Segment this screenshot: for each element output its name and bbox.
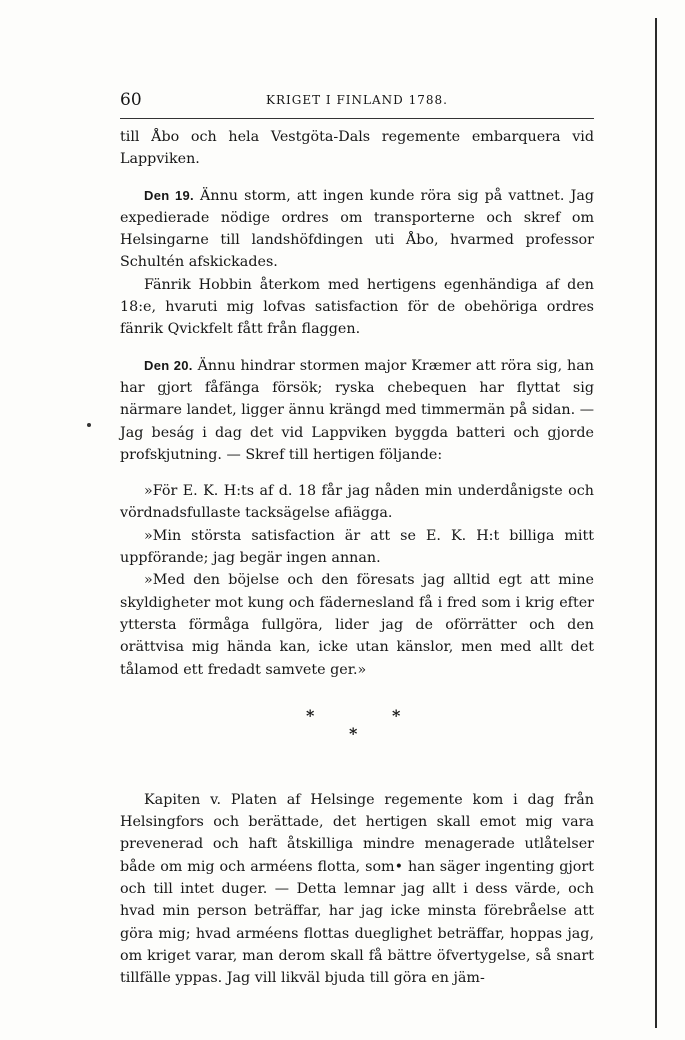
date-label-20: Den 20. [144, 357, 193, 373]
letter-paragraph-2: »Min största satisfaction är att se E. K. H:t billiga mitt uppförande; jag begär ingen annan. [120, 527, 594, 567]
separator-star: * [349, 723, 358, 743]
entry-19-text: Ännu storm, att ingen kunde röra sig på vattnet. Jag expedierade nödige ordres om transporterne och skref om Helsingarne till landshöfdingen uti Åbo, hvarmed professor Schultén afskickades. [120, 187, 594, 271]
letter-paragraph-3: »Med den böjelse och den föresats jag alltid egt att mine skyldigheter mot kung och fädernesland få i fred som i krig efter yttersta förmåga fullgöra, lider jag de oförrätter och den orättvisa mig hända kan, icke utan känslor, men med allt det tålamod ett fredadt samvete ger.» [120, 572, 594, 678]
date-label-19: Den 19. [144, 187, 194, 203]
page-edge [655, 18, 657, 1028]
paragraph-continuation: till Åbo och hela Vestgöta-Dals regemente embarquera vid Lappviken. [120, 129, 594, 168]
page-header [120, 90, 594, 119]
section-separator [120, 693, 594, 743]
entry-den-19 [120, 185, 594, 274]
separator-star: * [392, 705, 401, 725]
body-text [120, 126, 594, 990]
paragraph-hobbin: Fänrik Hobbin återkom med hertigens egenhändiga af den 18:e, hvaruti mig lofvas satisfaction för de obehöriga ordres fänrik Qvickfelt fått från flaggen. [120, 276, 594, 338]
separator-star: * [306, 705, 315, 725]
running-title: KRIGET I FINLAND 1788. [266, 93, 448, 107]
paragraph-kapiten: Kapiten v. Platen af Helsinge regemente kom i dag från Helsingfors och berättade, det hertigen skall emot mig vara prevenerad och haft åtskilliga mindre menagerade utlåtelser både om mig och arméens flotta, som• han säger ingenting gjort och till intet duger. — Detta lemnar jag allt i dess värde, och hvad min person beträffar, har jag icke minsta förebråelse att göra mig; hvad arméens flottas dueglighet beträffar, hoppas jag, om kriget varar, man derom skall få bättre öfvertygelse, så snart tillfälle yppas. Jag vill likväl bjuda till göra en jäm- [120, 791, 594, 987]
page-number: 60 [120, 90, 142, 110]
letter-paragraph-1: »För E. K. H:ts af d. 18 får jag nåden min underdånigste och vördnadsfullaste tacksägelse afiägga. [120, 483, 594, 522]
margin-dot [87, 423, 91, 427]
entry-den-20 [120, 355, 594, 466]
entry-20-text: Ännu hindrar stormen major Kræmer att röra sig, han har gjort fåfänga försök; ryska chebequen har flyttat sig närmare landet, ligger ännu krängd med timmermän på sidan. — Jag beság i dag det vid Lappviken byggda batteri och gjorde profskjutning. — Skref till hertigen följande: [120, 357, 594, 463]
